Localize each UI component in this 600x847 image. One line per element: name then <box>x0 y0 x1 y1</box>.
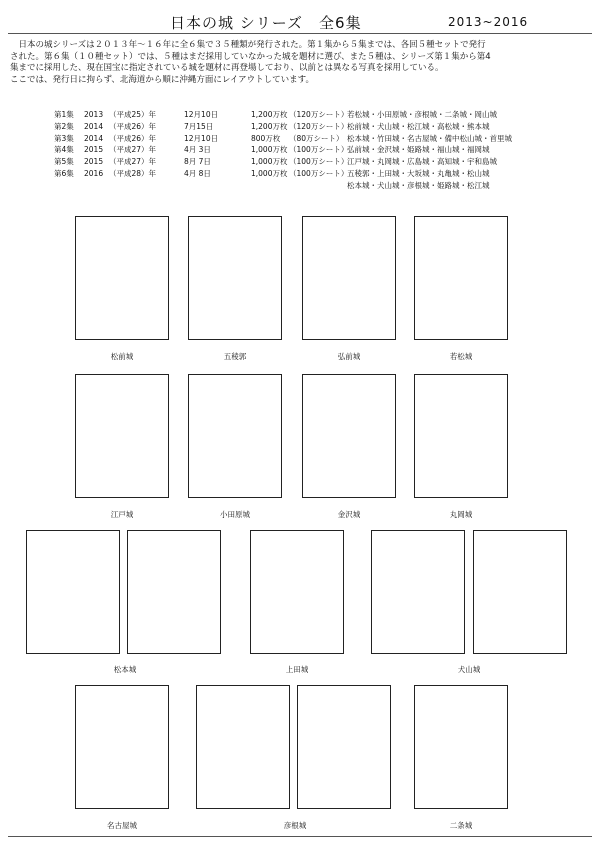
issue-castles: 江戸城・丸岡城・広島城・高知城・宇和島城 <box>347 157 497 167</box>
stamp-label: 金沢城 <box>337 510 361 519</box>
stamp-label: 二条城 <box>449 821 473 830</box>
issue-count: 1,200万枚 <box>251 110 288 119</box>
stamp-label: 江戸城 <box>110 510 134 519</box>
issue-no: 第4集 <box>54 145 74 155</box>
intro-line: 日本の城シリーズは２０１３年～１６年に全６集で３５種類が発行された。第１集から５集までは、各回５種セットで発行 <box>10 40 486 50</box>
issue-no: 第6集 <box>54 168 74 178</box>
issue-sheets: （120万シート） <box>289 121 349 131</box>
stamp-frame <box>302 216 396 340</box>
issue-year: 2014 <box>84 133 104 143</box>
intro-line: 集までに採用した、現在国宝に指定されている城を題材に再登場しており、以前とは異なる写真を採用している。 <box>10 63 444 73</box>
issue-no: 第5集 <box>54 157 74 167</box>
issue-era: （平成27）年 <box>109 157 157 167</box>
issue-no: 第1集 <box>54 110 74 119</box>
issue-era: （平成28）年 <box>109 168 157 178</box>
stamp-label: 彦根城 <box>283 821 307 830</box>
issue-year: 2015 <box>84 145 104 155</box>
issue-date: 7月15日 <box>184 121 214 131</box>
stamp-frame <box>196 685 290 809</box>
issue-sheets: （100万シート） <box>289 145 349 155</box>
stamp-frame <box>75 374 169 498</box>
issue-date: 12月10日 <box>184 110 219 119</box>
issue-count: 800万枚 <box>251 133 281 143</box>
issue-castles: 松本城・竹田城・名古屋城・備中松山城・首里城 <box>347 133 512 143</box>
stamp-frame <box>75 685 169 809</box>
stamp-frame <box>127 530 221 654</box>
issue-year: 2016 <box>84 168 104 178</box>
stamp-frame <box>473 530 567 654</box>
issue-date: 4月 3日 <box>184 145 211 155</box>
top-divider <box>8 33 592 34</box>
stamp-frame <box>250 530 344 654</box>
issue-date: 4月 8日 <box>184 168 211 178</box>
issue-castles: 若松城・小田原城・彦根城・二条城・岡山城 <box>347 110 497 119</box>
stamp-label: 五稜郭 <box>223 352 247 361</box>
stamp-frame <box>414 216 508 340</box>
intro-line: ここでは、発行日に拘らず、北海道から順に沖縄方面にレイアウトしています。 <box>10 74 314 85</box>
issue-sheets: （80万シート） <box>289 133 344 143</box>
issue-year: 2014 <box>84 121 104 131</box>
stamp-frame <box>414 374 508 498</box>
issue-era: （平成27）年 <box>109 145 157 155</box>
issue-years: 2013~2016 <box>448 15 529 29</box>
stamp-frame <box>414 685 508 809</box>
issue-count: 1,000万枚 <box>251 157 288 167</box>
issue-castles: 弘前城・金沢城・姫路城・福山城・福岡城 <box>347 145 490 155</box>
stamp-frame <box>371 530 465 654</box>
stamp-label: 丸岡城 <box>449 510 473 519</box>
stamp-label: 上田城 <box>285 665 309 674</box>
stamp-frame <box>26 530 120 654</box>
stamp-label: 小田原城 <box>220 510 250 519</box>
stamp-label: 若松城 <box>449 352 473 361</box>
issue-date: 8月 7日 <box>184 157 211 167</box>
issue-era: （平成25）年 <box>109 110 157 119</box>
stamp-label: 名古屋城 <box>107 821 137 830</box>
stamp-frame <box>297 685 391 809</box>
stamp-label: 松前城 <box>110 352 134 361</box>
issue-era: （平成26）年 <box>109 121 157 131</box>
issue-date: 12月10日 <box>184 133 219 143</box>
issue-sheets: （120万シート） <box>289 110 349 119</box>
stamp-frame <box>188 216 282 340</box>
stamp-label: 犬山城 <box>457 665 481 674</box>
stamp-frame <box>75 216 169 340</box>
issue-count: 1,000万枚 <box>251 168 288 178</box>
issue-count: 1,200万枚 <box>251 121 288 131</box>
bottom-divider <box>8 836 592 837</box>
issue-era: （平成26）年 <box>109 133 157 143</box>
stamp-label: 松本城 <box>113 665 137 674</box>
page-title: 日本の城 シリーズ 全6集 <box>170 14 362 32</box>
issue-castles: 五稜郭・上田城・大坂城・丸亀城・松山城 <box>347 168 490 178</box>
issue-no: 第2集 <box>54 121 74 131</box>
issue-year: 2013 <box>84 110 104 119</box>
stamp-frame <box>188 374 282 498</box>
issue-castles: 松前城・犬山城・松江城・高松城・熊本城 <box>347 121 490 131</box>
intro-line: された。第６集（１０種セット）では、５種はまだ採用していなかった城を題材に選び、また５種は、シリーズ第１集から第4 <box>10 51 491 62</box>
issue-sheets: （100万シート） <box>289 157 349 167</box>
intro-text <box>10 40 592 86</box>
issue-year: 2015 <box>84 157 104 167</box>
issue-no: 第3集 <box>54 133 74 143</box>
issue-sheets: （100万シート） <box>289 168 349 178</box>
stamp-label: 弘前城 <box>337 352 361 361</box>
issue-count: 1,000万枚 <box>251 145 288 155</box>
stamp-frame <box>302 374 396 498</box>
issue-castles: 松本城・犬山城・彦根城・姫路城・松江城 <box>347 180 490 190</box>
